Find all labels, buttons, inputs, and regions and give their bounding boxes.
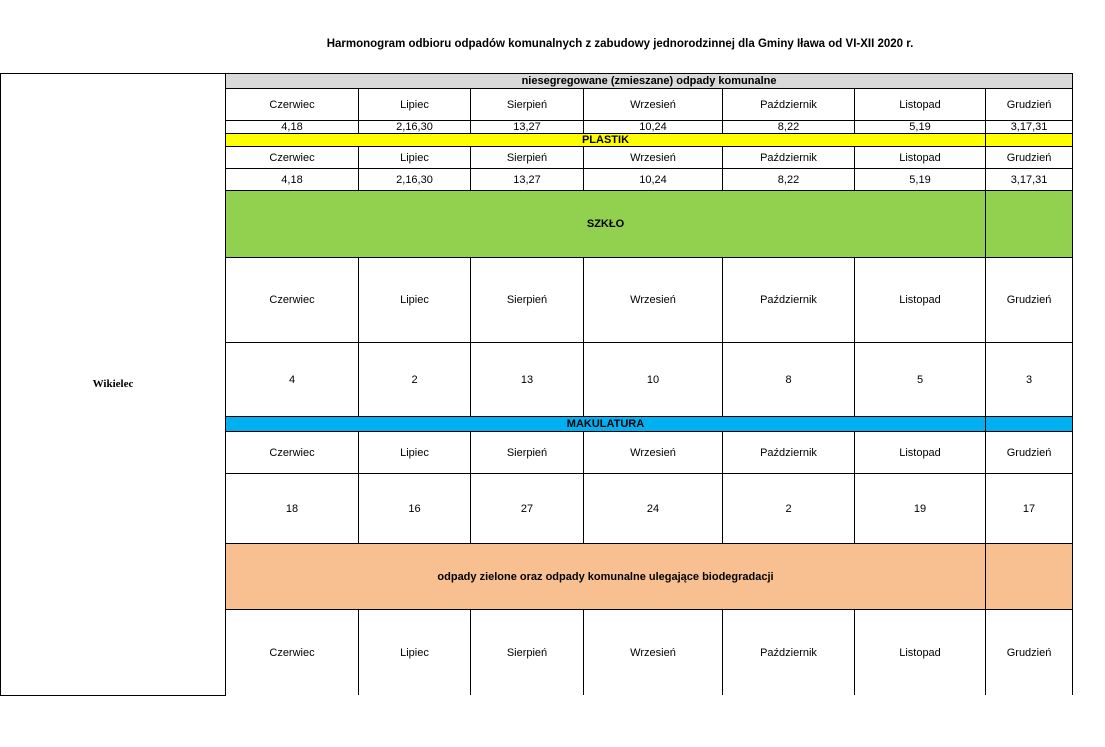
date-cell: 8,22 [723,121,855,134]
month-cell: Czerwiec [226,89,359,121]
mixed-section-label: niesegregowane (zmieszane) odpady komunalne [226,74,1073,89]
plastic-section-label-end [986,134,1073,147]
month-cell: Listopad [855,147,986,169]
month-cell: Czerwiec [226,432,359,474]
month-cell: Sierpień [471,610,584,696]
date-cell: 3 [986,343,1073,417]
month-cell: Grudzień [986,147,1073,169]
plastic-section-label: PLASTIK [226,134,986,147]
mixed-header-row [1,74,1073,89]
month-cell: Wrzesień [584,147,723,169]
month-cell: Wrzesień [584,432,723,474]
month-cell: Czerwiec [226,258,359,343]
date-cell: 24 [584,474,723,544]
date-cell: 4 [226,343,359,417]
place-name: Wikielec [1,74,226,696]
date-cell: 27 [471,474,584,544]
date-cell: 5 [855,343,986,417]
date-cell: 5,19 [855,121,986,134]
date-cell: 13,27 [471,121,584,134]
month-cell: Listopad [855,258,986,343]
date-cell: 13 [471,343,584,417]
date-cell: 5,19 [855,169,986,191]
month-cell: Lipiec [359,147,471,169]
date-cell: 2,16,30 [359,121,471,134]
month-cell: Sierpień [471,258,584,343]
month-cell: Grudzień [986,610,1073,696]
date-cell: 2 [359,343,471,417]
month-cell: Czerwiec [226,147,359,169]
date-cell: 10 [584,343,723,417]
month-cell: Sierpień [471,89,584,121]
date-cell: 13,27 [471,169,584,191]
date-cell: 8,22 [723,169,855,191]
date-cell: 17 [986,474,1073,544]
date-cell: 2,16,30 [359,169,471,191]
month-cell: Grudzień [986,432,1073,474]
month-cell: Październik [723,147,855,169]
date-cell: 16 [359,474,471,544]
schedule-table [0,73,1073,696]
month-cell: Wrzesień [584,258,723,343]
page-title: Harmonogram odbioru odpadów komunalnych z zabudowy jednorodzinnej dla Gminy Iława od VI-XII 2020 r. [326,38,914,50]
month-cell: Czerwiec [226,610,359,696]
month-cell: Październik [723,432,855,474]
date-cell: 10,24 [584,169,723,191]
glass-section-label: SZKŁO [226,191,986,258]
month-cell: Październik [723,258,855,343]
date-cell: 3,17,31 [986,169,1073,191]
paper-section-label-end [986,417,1073,432]
month-cell: Lipiec [359,89,471,121]
month-cell: Lipiec [359,610,471,696]
month-cell: Listopad [855,610,986,696]
month-cell: Grudzień [986,258,1073,343]
glass-section-label-end [986,191,1073,258]
month-cell: Wrzesień [584,610,723,696]
date-cell: 19 [855,474,986,544]
date-cell: 3,17,31 [986,121,1073,134]
month-cell: Lipiec [359,432,471,474]
month-cell: Wrzesień [584,89,723,121]
month-cell: Lipiec [359,258,471,343]
month-cell: Październik [723,89,855,121]
paper-section-label: MAKULATURA [226,417,986,432]
month-cell: Listopad [855,89,986,121]
month-cell: Sierpień [471,432,584,474]
date-cell: 4,18 [226,169,359,191]
month-cell: Październik [723,610,855,696]
bio-section-label-end [986,544,1073,610]
bio-section-label: odpady zielone oraz odpady komunalne ulegające biodegradacji [226,544,986,610]
date-cell: 10,24 [584,121,723,134]
month-cell: Sierpień [471,147,584,169]
date-cell: 4,18 [226,121,359,134]
date-cell: 8 [723,343,855,417]
month-cell: Grudzień [986,89,1073,121]
date-cell: 2 [723,474,855,544]
date-cell: 18 [226,474,359,544]
month-cell: Listopad [855,432,986,474]
